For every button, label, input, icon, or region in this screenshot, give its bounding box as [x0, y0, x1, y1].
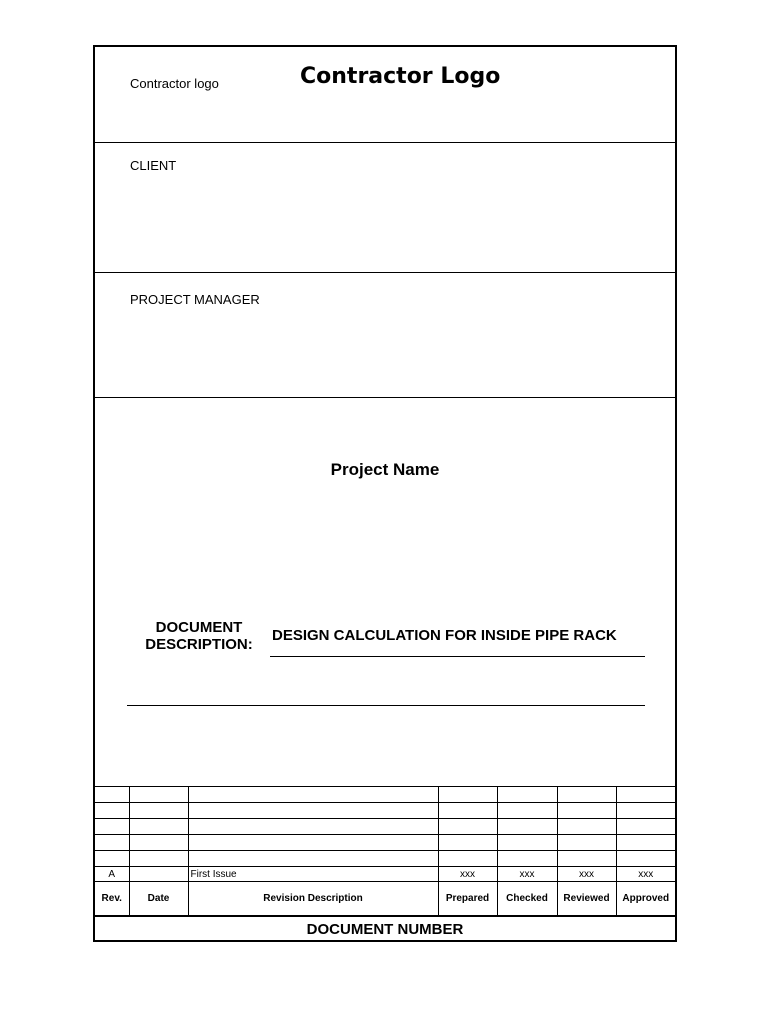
table-row	[95, 803, 675, 819]
table-row	[95, 819, 675, 835]
table-row	[95, 851, 675, 867]
table-row-first-issue	[95, 867, 675, 882]
table-row	[95, 787, 675, 803]
contractor-logo-title: Contractor Logo	[300, 64, 501, 89]
document-description-label	[143, 619, 255, 653]
header-approved: Approved	[616, 882, 675, 917]
section-divider	[95, 142, 675, 143]
revision-table	[95, 786, 675, 917]
reviewed-cell: xxx	[557, 867, 616, 882]
header-checked: Checked	[497, 882, 557, 917]
rev-cell: A	[95, 867, 129, 882]
table-header-row	[95, 882, 675, 917]
section-divider	[95, 272, 675, 273]
document-description-label-line1: DOCUMENT	[155, 619, 243, 636]
description-cell: First Issue	[188, 867, 438, 882]
table-row	[95, 835, 675, 851]
document-number-label: DOCUMENT NUMBER	[306, 921, 464, 938]
checked-cell: xxx	[497, 867, 557, 882]
header-prepared: Prepared	[438, 882, 497, 917]
header-rev: Rev.	[95, 882, 129, 917]
header-reviewed: Reviewed	[557, 882, 616, 917]
header-date: Date	[129, 882, 188, 917]
approved-cell: xxx	[616, 867, 675, 882]
description-second-line	[127, 705, 645, 706]
date-cell	[129, 867, 188, 882]
project-manager-label: PROJECT MANAGER	[130, 292, 260, 307]
description-underline	[270, 656, 645, 657]
client-label: CLIENT	[130, 158, 177, 173]
header-revision-description: Revision Description	[188, 882, 438, 917]
cover-sheet-frame	[93, 45, 677, 942]
prepared-cell: xxx	[438, 867, 497, 882]
project-name: Project Name	[330, 460, 440, 479]
contractor-logo-label: Contractor logo	[130, 76, 219, 91]
section-divider	[95, 397, 675, 398]
document-description-label-line2: DESCRIPTION:	[145, 636, 253, 653]
document-description-value: DESIGN CALCULATION FOR INSIDE PIPE RACK	[272, 627, 617, 644]
